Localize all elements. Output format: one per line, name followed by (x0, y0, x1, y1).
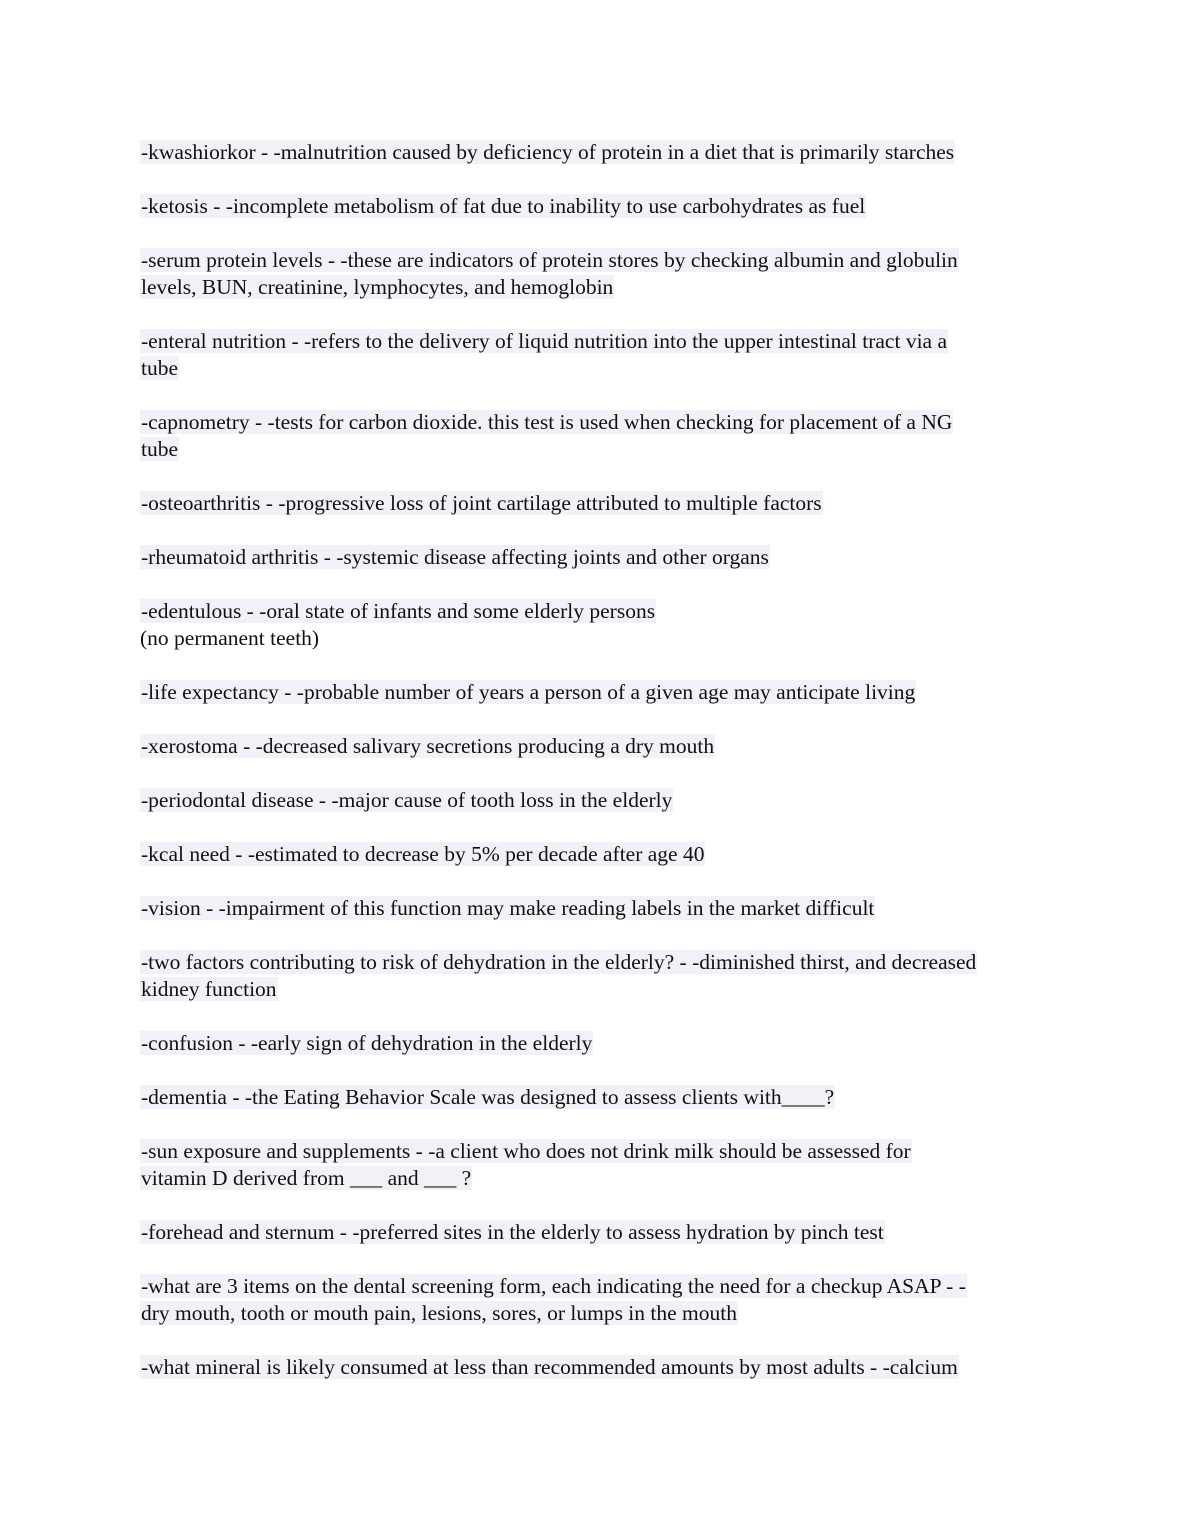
entry-text: -sun exposure and supplements - -a client who does not drink milk should be assessed for (141, 1139, 911, 1163)
entry-text: -confusion - -early sign of dehydration in the elderly (141, 1031, 593, 1055)
flashcard-entry (140, 139, 1060, 166)
entry-text: tube (141, 356, 179, 380)
flashcard-entry (140, 1354, 1060, 1381)
entry-line (140, 733, 1060, 760)
flashcard-entry (140, 1030, 1060, 1057)
entry-line (140, 976, 1060, 1003)
entry-text: -osteoarthritis - -progressive loss of joint cartilage attributed to multiple factors (141, 491, 822, 515)
entry-line (140, 1165, 1060, 1192)
entry-line (140, 949, 1060, 976)
entry-line (140, 193, 1060, 220)
entry-line (140, 1138, 1060, 1165)
entry-text: -dementia - -the Eating Behavior Scale was designed to assess clients with____? (141, 1085, 835, 1109)
flashcard-entry (140, 328, 1060, 382)
entry-text: -vision - -impairment of this function may make reading labels in the market difficult (141, 896, 875, 920)
entry-line (140, 598, 1060, 625)
flashcard-entry (140, 841, 1060, 868)
entry-line (140, 1300, 1060, 1327)
entry-text: levels, BUN, creatinine, lymphocytes, and hemoglobin (141, 275, 614, 299)
entry-line (140, 841, 1060, 868)
entry-line (140, 1354, 1060, 1381)
flashcard-list (140, 139, 1060, 1408)
entry-text: tube (141, 437, 179, 461)
flashcard-entry (140, 787, 1060, 814)
flashcard-entry (140, 1219, 1060, 1246)
entry-line (140, 436, 1060, 463)
entry-line (140, 490, 1060, 517)
entry-line (140, 679, 1060, 706)
entry-text: -two factors contributing to risk of dehydration in the elderly? - -diminished thirst, and decreased (141, 950, 977, 974)
flashcard-entry (140, 895, 1060, 922)
entry-line (140, 355, 1060, 382)
entry-text: -capnometry - -tests for carbon dioxide. this test is used when checking for placement of a NG (141, 410, 953, 434)
entry-line (140, 787, 1060, 814)
entry-line (140, 247, 1060, 274)
entry-text: -kcal need - -estimated to decrease by 5% per decade after age 40 (141, 842, 705, 866)
entry-line (140, 139, 1060, 166)
entry-text: -what mineral is likely consumed at less than recommended amounts by most adults - -calcium (141, 1355, 958, 1379)
entry-text: -ketosis - -incomplete metabolism of fat due to inability to use carbohydrates as fuel (141, 194, 866, 218)
flashcard-entry (140, 1138, 1060, 1192)
entry-line (140, 1273, 1060, 1300)
entry-text: -life expectancy - -probable number of years a person of a given age may anticipate living (141, 680, 916, 704)
entry-line (140, 544, 1060, 571)
flashcard-entry (140, 598, 1060, 652)
entry-line (140, 1030, 1060, 1057)
entry-line (140, 1084, 1060, 1111)
entry-text: vitamin D derived from ___ and ___ ? (141, 1166, 472, 1190)
entry-text: -kwashiorkor - -malnutrition caused by deficiency of protein in a diet that is primarily starches (141, 140, 955, 164)
flashcard-entry (140, 733, 1060, 760)
entry-line (140, 1219, 1060, 1246)
flashcard-entry (140, 193, 1060, 220)
entry-text: -serum protein levels - -these are indicators of protein stores by checking albumin and globulin (141, 248, 958, 272)
entry-text: -rheumatoid arthritis - -systemic disease affecting joints and other organs (141, 545, 769, 569)
flashcard-entry (140, 544, 1060, 571)
flashcard-entry (140, 247, 1060, 301)
entry-text: dry mouth, tooth or mouth pain, lesions, sores, or lumps in the mouth (141, 1301, 737, 1325)
entry-text: -xerostoma - -decreased salivary secretions producing a dry mouth (141, 734, 715, 758)
flashcard-entry (140, 949, 1060, 1003)
entry-text: -enteral nutrition - -refers to the delivery of liquid nutrition into the upper intestinal tract via a (141, 329, 947, 353)
flashcard-entry (140, 1273, 1060, 1327)
entry-text: -what are 3 items on the dental screening form, each indicating the need for a checkup ASAP - - (141, 1274, 966, 1298)
entry-line (140, 274, 1060, 301)
flashcard-entry (140, 1084, 1060, 1111)
entry-text: -edentulous - -oral state of infants and some elderly persons (141, 599, 656, 623)
entry-text: -periodontal disease - -major cause of tooth loss in the elderly (141, 788, 673, 812)
entry-line (140, 409, 1060, 436)
flashcard-entry (140, 679, 1060, 706)
entry-line (140, 328, 1060, 355)
flashcard-entry (140, 409, 1060, 463)
entry-text: -forehead and sternum - -preferred sites in the elderly to assess hydration by pinch test (141, 1220, 884, 1244)
flashcard-entry (140, 490, 1060, 517)
entry-text: (no permanent teeth) (140, 626, 320, 650)
entry-text: kidney function (141, 977, 277, 1001)
entry-line (140, 895, 1060, 922)
entry-line (140, 625, 1060, 652)
